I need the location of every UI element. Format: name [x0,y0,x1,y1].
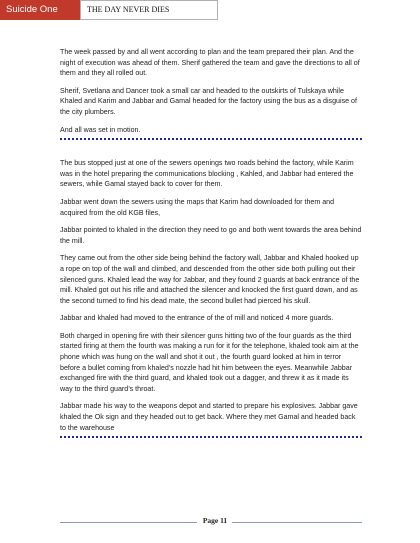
footer-rule-left [60,522,197,523]
paragraph: Jabbar made his way to the weapons depot and started to prepare his explosives. Jabbar gave khaled the Ok sign and they headed out to get back. Where they met Gamal and headed back to the warehouse [60,402,358,432]
paragraph: The bus stopped just at one of the sewers openings two roads behind the factory, while Karim was in the hotel preparing the communications blocking , Kahled, and Jabbar had entered the sewers, while Gamal stayed back to cover for them. [60,159,354,189]
page-header [0,0,420,20]
paragraph: They came out from the other side being behind the factory wall, Jabbar and Khaled hooked up a rope on top of the wall and climbed, and descended from the other side both pulling out their silenced guns. Khaled lead the way for Jabbar, and they found 2 guards at back entrance of the mill. Khaled got out his rifle and attached the silencer and knocked the first guard down, and as the second turned to find his dead mate, the second bullet had pierced his skull. [60,254,360,305]
dotted-separator [60,138,362,140]
dotted-separator [60,436,362,438]
paragraph: The week passed by and all went according to plan and the team prepared their plan. And the night of execution was ahead of them. Sherif gathered the team and gave the directions to all of them and they all rolled out. [60,48,360,78]
page-body [60,47,362,438]
paragraph: Jabbar went down the sewers using the maps that Karim had downloaded for them and acquired from the old KGB files, [60,197,335,217]
chapter-title: THE DAY NEVER DIES [80,0,218,20]
paragraph: Jabbar pointed to khaled in the direction they need to go and both went towards the area behind the mill. [60,226,362,245]
paragraph: Sherif, Svetlana and Dancer took a small car and headed to the outskirts of Tulskaya while Khaled and Karim and Jabbar and Gamal headed for the factory using the bus as a disguise of the city plumbers. [60,86,357,116]
paragraph: Both charged in opening fire with their silencer guns hitting two of the four guards as the third started firing at them the fourth was making a run for it for the telephone, khaled took aim at the phone which was hung on the wall and shot it out , the fourth guard looked at him in terror before a bullet coming from khaled’s nozzle had hit him between the eyes. Meanwhile Jabbar exchanged fire with the third guard, and khaled took out a dagger, and threw it as it made its way to the third guard’s throat. [60,331,359,393]
book-title: Suicide One [0,0,80,20]
page-number: Page 11 [202,516,228,525]
footer-rule-right [232,522,362,523]
paragraph: Jabbar and khaled had moved to the entrance of the of mill and noticed 4 more guards. [60,314,334,323]
paragraph: And all was set in motion. [60,125,141,134]
